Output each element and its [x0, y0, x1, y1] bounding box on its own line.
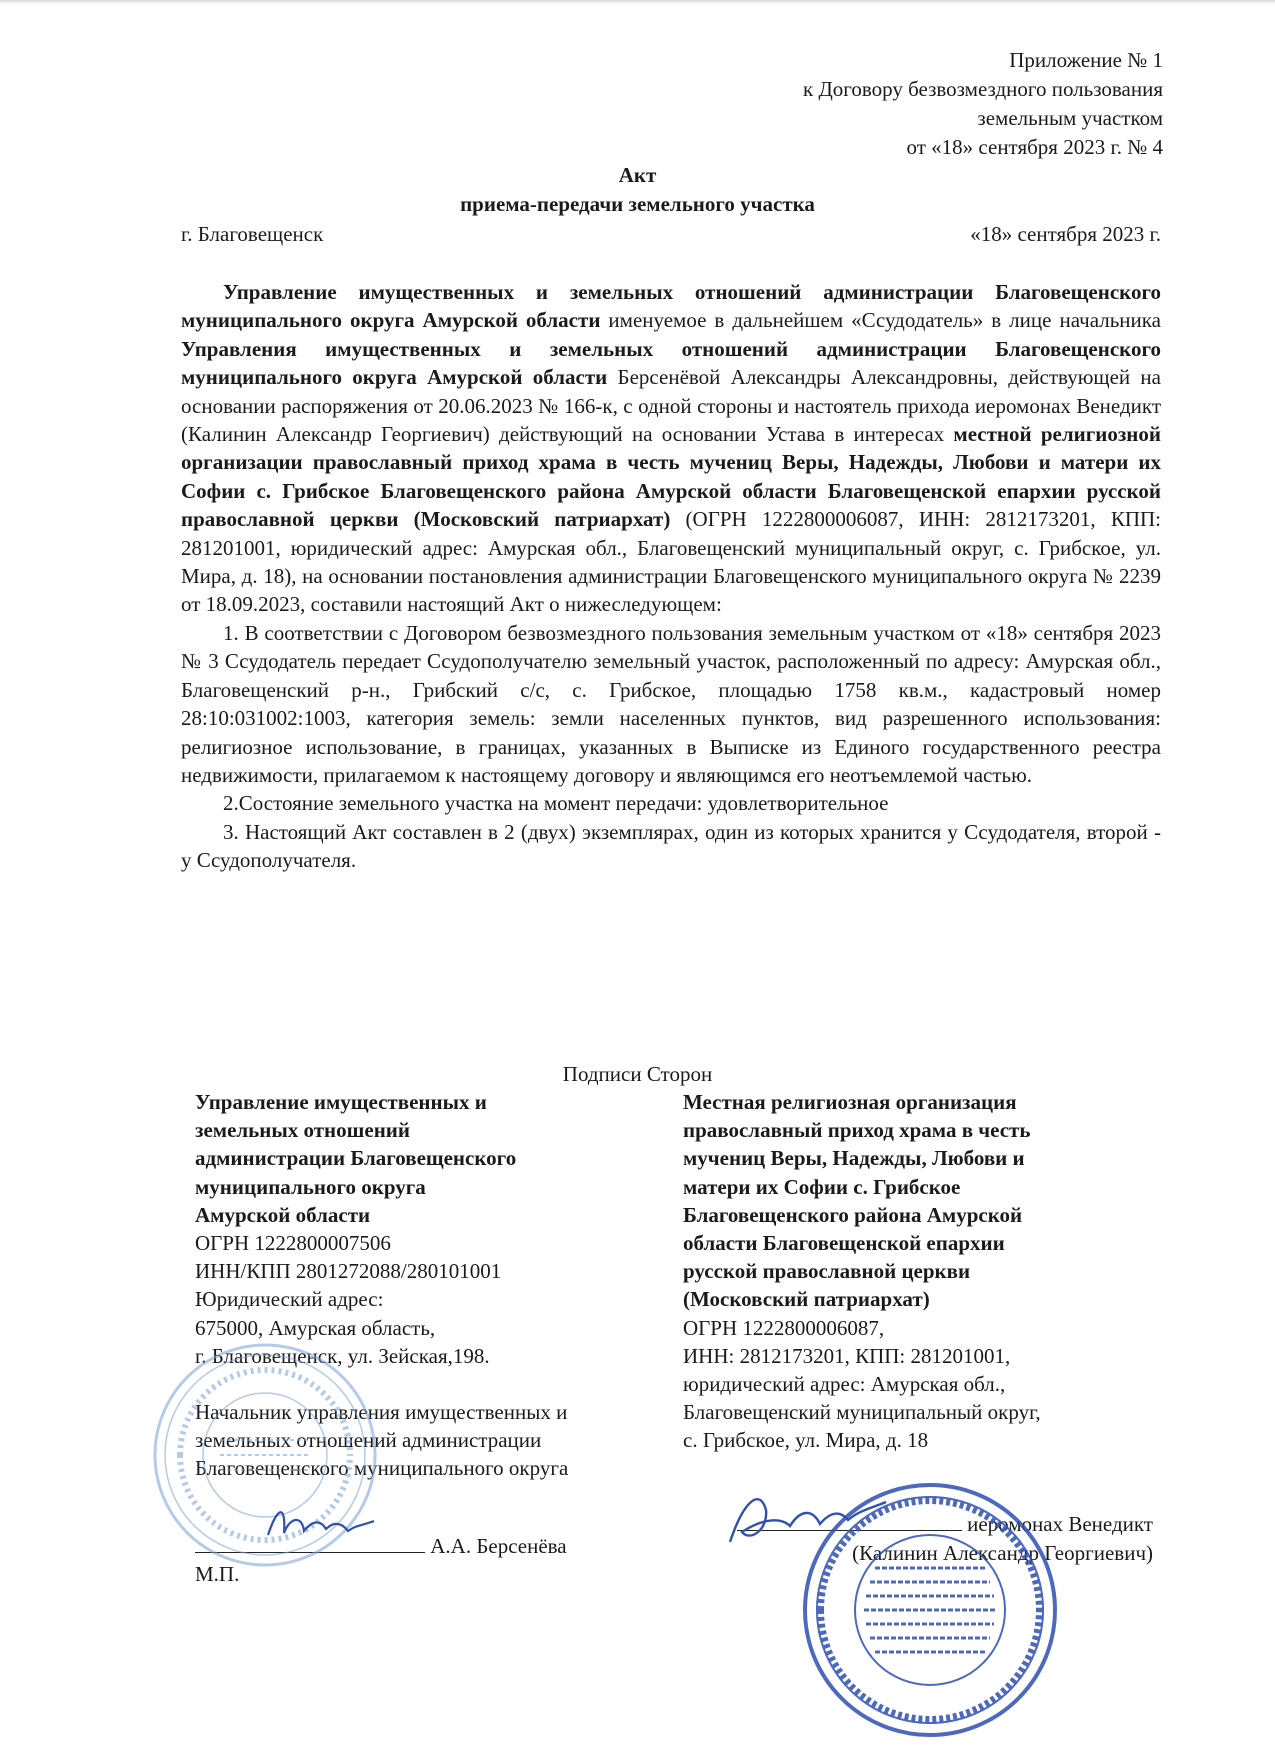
left-party-name-line: Управление имущественных и: [195, 1090, 487, 1114]
right-party-name-line: Благовещенского района Амурской: [683, 1202, 1023, 1227]
left-position-line: земельных отношений администрации: [195, 1428, 542, 1453]
left-position-line: Благовещенского муниципального округа: [195, 1456, 569, 1481]
right-party-name-line: мучениц Веры, Надежды, Любови и: [683, 1146, 1025, 1171]
document-title: Акт: [618, 163, 657, 187]
left-party-detail: Юридический адрес:: [195, 1287, 384, 1312]
right-party-name-line: православный приход храма в честь: [683, 1118, 1031, 1143]
paragraph-parties: [181, 278, 1161, 619]
document-subtitle: приема-передачи земельного участка: [460, 192, 815, 216]
left-party-name-line: администрации Благовещенского: [195, 1146, 517, 1171]
left-party-name-line: земельных отношений: [195, 1118, 411, 1143]
signatures-heading: Подписи Сторон: [562, 1062, 713, 1086]
place: г. Благовещенск: [181, 222, 324, 246]
right-party-name-line: Местная религиозная организация: [683, 1090, 1017, 1114]
right-party-name-line: матери их Софии с. Грибское: [683, 1174, 961, 1199]
text-fragment: именуемое в дальнейшем «Ссудодатель» в лице начальника: [600, 308, 1161, 333]
left-party-detail: г. Благовещенск, ул. Зейская,198.: [195, 1343, 490, 1368]
appendix-line: к Договору безвозмездного пользования: [803, 77, 1163, 101]
left-signer-name: А.А. Берсенёва: [430, 1534, 567, 1558]
paragraph-clause-3: 3. Настоящий Акт составлен в 2 (двух) экземплярах, один из которых хранится у Ссудодателя, второй - у Ссудополучателя.: [181, 819, 1161, 873]
appendix-line: Приложение № 1: [1009, 48, 1163, 72]
right-party-detail: ОГРН 1222800006087,: [683, 1315, 885, 1340]
right-party-detail: Благовещенский муниципальный округ,: [683, 1400, 1041, 1425]
paragraph-clause-2: 2.Состояние земельного участка на момент передачи: удовлетворительное: [223, 791, 889, 816]
right-party-column: [683, 1088, 1153, 1455]
bold-fragment: Управление имущественных и земельных отношений администрации Благовещенского муниципального округа Амурской области: [181, 280, 1161, 333]
right-party-detail: ИНН: 2812173201, КПП: 281201001,: [683, 1343, 1011, 1368]
appendix-line: земельным участком: [977, 106, 1163, 130]
right-party-detail: юридический адрес: Амурская обл.,: [683, 1372, 1006, 1397]
appendix-line: от «18» сентября 2023 г. № 4: [906, 135, 1163, 159]
bold-fragment: местной религиозной организации православный приход храма в честь мучениц Веры, Надежды, Любови и матери их Софии с. Грибское Благовещенского района Амурской области Благовещенской епархии русской православной церкви (Московский патриархат): [181, 422, 1161, 532]
text-fragment: Берсенёвой Александры Александровны, действующей на основании распоряжения от 20.06.2023 № 166-к, с одной стороны и настоятель прихода иеромонах Венедикт (Калинин Александр Георгиевич) действующий на основании Устава в интересах: [181, 365, 1161, 447]
document-body: [181, 278, 1161, 875]
left-position-line: Начальник управления имущественных и: [195, 1400, 568, 1425]
paragraph-clause-1: 1. В соответствии с Договором безвозмездного пользования земельным участком от «18» сентября 2023 № 3 Ссудодатель передает Ссудополучателю земельный участок, расположенный по адресу: Амурская обл., Благовещенский р-н., Грибский с/с, с. Грибское, площадью 1758 кв.м., кадастровый номер 28:10:031002:1003, категория земель: земли населенных пунктов, вид разрешенного использования: религиозное использование, в границах, указанных в Выписке из Единого государственного реестра недвижимости, прилагаемом к настоящему договору и являющимся его неотъемлемой частью.: [181, 620, 1161, 787]
right-party-name-line: русской православной церкви: [683, 1259, 971, 1284]
appendix-header: [803, 46, 1163, 162]
right-signer-title: иеромонах Венедикт: [967, 1512, 1153, 1536]
place-date-row: [181, 220, 1161, 249]
seal-mark: М.П.: [195, 1562, 240, 1586]
left-party-name-line: Амурской области: [195, 1202, 371, 1227]
left-handwritten-signature-icon: [260, 1495, 380, 1555]
left-party-detail: ОГРН 1222800007506: [195, 1231, 391, 1256]
left-party-detail: 675000, Амурская область,: [195, 1315, 436, 1340]
right-party-name-line: (Московский патриархат): [683, 1287, 930, 1312]
right-party-detail: с. Грибское, ул. Мира, д. 18: [683, 1428, 929, 1453]
date: «18» сентября 2023 г.: [970, 222, 1161, 246]
bold-fragment: Управления имущественных и земельных отношений администрации Благовещенского муниципального округа Амурской области: [181, 336, 1161, 390]
right-round-stamp-icon: [800, 1480, 1060, 1740]
left-party-name-line: муниципального округа: [195, 1174, 426, 1199]
right-signer-name: (Калинин Александр Георгиевич): [852, 1541, 1153, 1565]
right-party-name-line: области Благовещенской епархии: [683, 1231, 1005, 1256]
left-party-detail: ИНН/КПП 2801272088/280101001: [195, 1259, 502, 1284]
text-fragment: (ОГРН 1222800006087, ИНН: 2812173201, КПП: 281201001, юридический адрес: Амурская обл., Благовещенский муниципальный округ, с. Грибское, ул. Мира, д. 18), на основании постановления администрации Благовещенского муниципального округа № 2239 от 18.09.2023, составили настоящий Акт о нижеследующем:: [181, 507, 1161, 617]
